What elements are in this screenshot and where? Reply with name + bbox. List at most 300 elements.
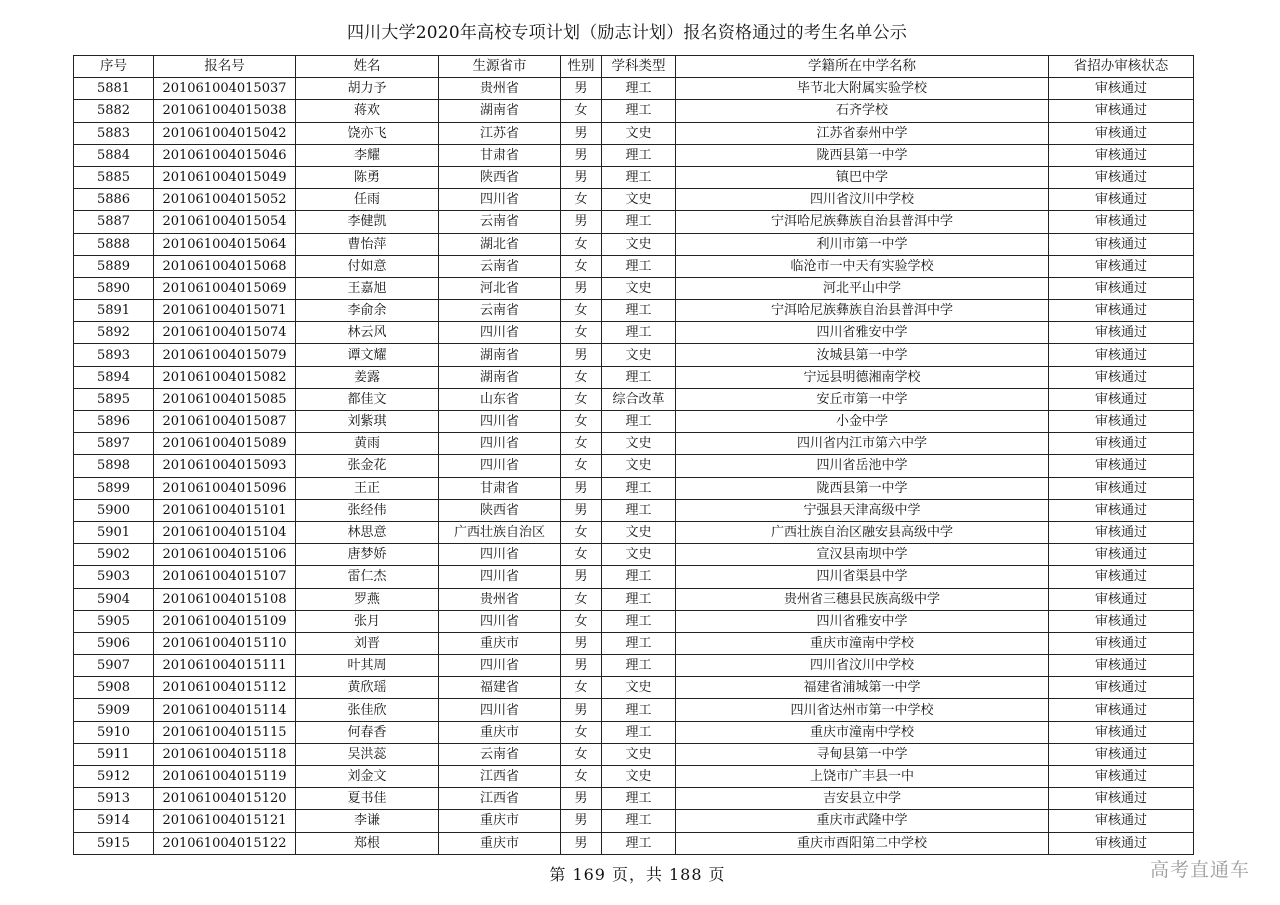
cell-school: 寻甸县第一中学	[676, 743, 1049, 765]
cell-subject-type: 理工	[602, 810, 676, 832]
cell-subject-type: 文史	[602, 233, 676, 255]
cell-province: 重庆市	[439, 721, 561, 743]
table-row	[74, 166, 1194, 188]
cell-registration-no: 201061004015052	[154, 189, 296, 211]
cell-school: 重庆市潼南中学校	[676, 721, 1049, 743]
cell-review-status: 审核通过	[1049, 766, 1194, 788]
cell-subject-type: 理工	[602, 300, 676, 322]
cell-name: 李谦	[296, 810, 439, 832]
column-header-province: 生源省市	[439, 56, 561, 78]
cell-seq: 5913	[74, 788, 154, 810]
cell-name: 王正	[296, 477, 439, 499]
cell-subject-type: 理工	[602, 610, 676, 632]
cell-registration-no: 201061004015106	[154, 544, 296, 566]
cell-subject-type: 文史	[602, 677, 676, 699]
cell-school: 毕节北大附属实验学校	[676, 78, 1049, 100]
cell-review-status: 审核通过	[1049, 655, 1194, 677]
cell-review-status: 审核通过	[1049, 344, 1194, 366]
table-row	[74, 277, 1194, 299]
table-row	[74, 78, 1194, 100]
table-row	[74, 521, 1194, 543]
cell-seq: 5914	[74, 810, 154, 832]
cell-seq: 5894	[74, 366, 154, 388]
table-row	[74, 766, 1194, 788]
cell-school: 吉安县立中学	[676, 788, 1049, 810]
cell-registration-no: 201061004015107	[154, 566, 296, 588]
cell-review-status: 审核通过	[1049, 322, 1194, 344]
cell-registration-no: 201061004015118	[154, 743, 296, 765]
cell-review-status: 审核通过	[1049, 610, 1194, 632]
cell-name: 胡力予	[296, 78, 439, 100]
cell-province: 湖南省	[439, 100, 561, 122]
cell-seq: 5903	[74, 566, 154, 588]
cell-seq: 5889	[74, 255, 154, 277]
cell-name: 李健凯	[296, 211, 439, 233]
table-row	[74, 433, 1194, 455]
cell-gender: 男	[561, 788, 602, 810]
cell-name: 罗燕	[296, 588, 439, 610]
column-header-review-status: 省招办审核状态	[1049, 56, 1194, 78]
cell-seq: 5909	[74, 699, 154, 721]
document-title: 四川大学2020年高校专项计划（励志计划）报名资格通过的考生名单公示	[346, 23, 908, 43]
cell-province: 江西省	[439, 788, 561, 810]
cell-province: 贵州省	[439, 78, 561, 100]
cell-school: 广西壮族自治区融安县高级中学	[676, 521, 1049, 543]
cell-review-status: 审核通过	[1049, 100, 1194, 122]
cell-subject-type: 文史	[602, 189, 676, 211]
cell-province: 贵州省	[439, 588, 561, 610]
cell-registration-no: 201061004015112	[154, 677, 296, 699]
cell-province: 甘肃省	[439, 477, 561, 499]
cell-school: 江苏省泰州中学	[676, 122, 1049, 144]
cell-subject-type: 理工	[602, 588, 676, 610]
cell-province: 四川省	[439, 566, 561, 588]
cell-name: 唐梦娇	[296, 544, 439, 566]
table-row	[74, 566, 1194, 588]
cell-gender: 女	[561, 189, 602, 211]
cell-province: 四川省	[439, 610, 561, 632]
cell-school: 重庆市武隆中学	[676, 810, 1049, 832]
cell-review-status: 审核通过	[1049, 388, 1194, 410]
cell-subject-type: 理工	[602, 144, 676, 166]
table-header-row	[74, 56, 1194, 78]
cell-name: 李耀	[296, 144, 439, 166]
watermark-text: 高考直通车	[1149, 859, 1250, 881]
cell-province: 湖南省	[439, 344, 561, 366]
cell-school: 上饶市广丰县一中	[676, 766, 1049, 788]
cell-province: 福建省	[439, 677, 561, 699]
cell-registration-no: 201061004015120	[154, 788, 296, 810]
cell-gender: 女	[561, 677, 602, 699]
cell-gender: 女	[561, 255, 602, 277]
cell-name: 付如意	[296, 255, 439, 277]
table-row	[74, 144, 1194, 166]
cell-seq: 5888	[74, 233, 154, 255]
cell-gender: 女	[561, 721, 602, 743]
cell-subject-type: 理工	[602, 788, 676, 810]
candidate-table	[73, 55, 1194, 855]
cell-seq: 5882	[74, 100, 154, 122]
cell-registration-no: 201061004015104	[154, 521, 296, 543]
column-header-gender: 性别	[561, 56, 602, 78]
cell-subject-type: 文史	[602, 455, 676, 477]
cell-review-status: 审核通过	[1049, 122, 1194, 144]
cell-gender: 男	[561, 832, 602, 854]
cell-review-status: 审核通过	[1049, 144, 1194, 166]
cell-registration-no: 201061004015101	[154, 499, 296, 521]
cell-school: 四川省渠县中学	[676, 566, 1049, 588]
cell-province: 四川省	[439, 655, 561, 677]
cell-province: 重庆市	[439, 810, 561, 832]
cell-province: 四川省	[439, 189, 561, 211]
cell-registration-no: 201061004015037	[154, 78, 296, 100]
cell-subject-type: 文史	[602, 122, 676, 144]
cell-subject-type: 文史	[602, 766, 676, 788]
cell-name: 张金花	[296, 455, 439, 477]
cell-province: 甘肃省	[439, 144, 561, 166]
table-row	[74, 233, 1194, 255]
cell-subject-type: 理工	[602, 366, 676, 388]
cell-school: 利川市第一中学	[676, 233, 1049, 255]
cell-name: 谭文耀	[296, 344, 439, 366]
cell-seq: 5911	[74, 743, 154, 765]
cell-school: 宁强县天津高级中学	[676, 499, 1049, 521]
cell-gender: 女	[561, 100, 602, 122]
cell-review-status: 审核通过	[1049, 810, 1194, 832]
cell-name: 王嘉旭	[296, 277, 439, 299]
cell-registration-no: 201061004015064	[154, 233, 296, 255]
cell-registration-no: 201061004015054	[154, 211, 296, 233]
cell-subject-type: 理工	[602, 255, 676, 277]
cell-name: 张经伟	[296, 499, 439, 521]
table-row	[74, 300, 1194, 322]
cell-registration-no: 201061004015038	[154, 100, 296, 122]
footer-page-suffix: 页	[708, 865, 726, 884]
cell-registration-no: 201061004015089	[154, 433, 296, 455]
cell-gender: 男	[561, 211, 602, 233]
cell-subject-type: 文史	[602, 344, 676, 366]
cell-school: 重庆市酉阳第二中学校	[676, 832, 1049, 854]
table-row	[74, 832, 1194, 854]
cell-name: 刘金文	[296, 766, 439, 788]
table-row	[74, 344, 1194, 366]
cell-subject-type: 理工	[602, 721, 676, 743]
cell-registration-no: 201061004015093	[154, 455, 296, 477]
cell-review-status: 审核通过	[1049, 588, 1194, 610]
table-row	[74, 100, 1194, 122]
cell-name: 吴洪蕊	[296, 743, 439, 765]
cell-seq: 5898	[74, 455, 154, 477]
cell-school: 贵州省三穗县民族高级中学	[676, 588, 1049, 610]
cell-school: 石齐学校	[676, 100, 1049, 122]
cell-name: 都佳文	[296, 388, 439, 410]
cell-province: 云南省	[439, 300, 561, 322]
cell-seq: 5899	[74, 477, 154, 499]
cell-province: 四川省	[439, 411, 561, 433]
column-header-registration-no: 报名号	[154, 56, 296, 78]
cell-gender: 女	[561, 521, 602, 543]
page-footer	[0, 862, 1275, 885]
column-header-school: 学籍所在中学名称	[676, 56, 1049, 78]
cell-review-status: 审核通过	[1049, 411, 1194, 433]
cell-subject-type: 理工	[602, 566, 676, 588]
table-row	[74, 655, 1194, 677]
cell-province: 湖南省	[439, 366, 561, 388]
cell-registration-no: 201061004015119	[154, 766, 296, 788]
cell-seq: 5902	[74, 544, 154, 566]
cell-review-status: 审核通过	[1049, 78, 1194, 100]
cell-school: 宁洱哈尼族彝族自治县普洱中学	[676, 211, 1049, 233]
cell-name: 黄雨	[296, 433, 439, 455]
cell-school: 四川省达州市第一中学校	[676, 699, 1049, 721]
cell-review-status: 审核通过	[1049, 699, 1194, 721]
cell-registration-no: 201061004015082	[154, 366, 296, 388]
cell-gender: 女	[561, 433, 602, 455]
cell-review-status: 审核通过	[1049, 521, 1194, 543]
cell-registration-no: 201061004015111	[154, 655, 296, 677]
cell-seq: 5904	[74, 588, 154, 610]
table-row	[74, 455, 1194, 477]
cell-seq: 5905	[74, 610, 154, 632]
cell-review-status: 审核通过	[1049, 566, 1194, 588]
cell-name: 刘紫琪	[296, 411, 439, 433]
cell-subject-type: 文史	[602, 544, 676, 566]
table-row	[74, 721, 1194, 743]
cell-gender: 女	[561, 766, 602, 788]
cell-gender: 男	[561, 499, 602, 521]
footer-total-pages: 188	[669, 865, 703, 884]
cell-review-status: 审核通过	[1049, 632, 1194, 654]
cell-name: 姜露	[296, 366, 439, 388]
cell-subject-type: 文史	[602, 521, 676, 543]
table-row	[74, 588, 1194, 610]
cell-subject-type: 理工	[602, 100, 676, 122]
cell-review-status: 审核通过	[1049, 455, 1194, 477]
cell-review-status: 审核通过	[1049, 544, 1194, 566]
cell-province: 陕西省	[439, 166, 561, 188]
column-header-seq: 序号	[74, 56, 154, 78]
cell-gender: 男	[561, 344, 602, 366]
cell-registration-no: 201061004015110	[154, 632, 296, 654]
cell-school: 四川省岳池中学	[676, 455, 1049, 477]
cell-province: 山东省	[439, 388, 561, 410]
footer-page-mid: 页，共	[611, 865, 663, 884]
table-row	[74, 632, 1194, 654]
cell-seq: 5892	[74, 322, 154, 344]
cell-review-status: 审核通过	[1049, 166, 1194, 188]
cell-registration-no: 201061004015074	[154, 322, 296, 344]
cell-name: 郑根	[296, 832, 439, 854]
cell-registration-no: 201061004015109	[154, 610, 296, 632]
cell-province: 云南省	[439, 255, 561, 277]
cell-province: 四川省	[439, 433, 561, 455]
cell-school: 重庆市潼南中学校	[676, 632, 1049, 654]
cell-review-status: 审核通过	[1049, 189, 1194, 211]
cell-seq: 5886	[74, 189, 154, 211]
cell-subject-type: 理工	[602, 832, 676, 854]
cell-registration-no: 201061004015046	[154, 144, 296, 166]
cell-gender: 女	[561, 588, 602, 610]
cell-gender: 女	[561, 544, 602, 566]
table-row	[74, 743, 1194, 765]
cell-review-status: 审核通过	[1049, 788, 1194, 810]
cell-name: 何春香	[296, 721, 439, 743]
cell-seq: 5881	[74, 78, 154, 100]
cell-seq: 5883	[74, 122, 154, 144]
cell-gender: 男	[561, 632, 602, 654]
cell-gender: 女	[561, 233, 602, 255]
cell-seq: 5908	[74, 677, 154, 699]
table-row	[74, 366, 1194, 388]
cell-review-status: 审核通过	[1049, 277, 1194, 299]
table-row	[74, 411, 1194, 433]
cell-subject-type: 理工	[602, 211, 676, 233]
cell-seq: 5901	[74, 521, 154, 543]
cell-gender: 女	[561, 300, 602, 322]
cell-subject-type: 理工	[602, 499, 676, 521]
cell-registration-no: 201061004015071	[154, 300, 296, 322]
cell-seq: 5891	[74, 300, 154, 322]
cell-school: 四川省汶川中学校	[676, 655, 1049, 677]
cell-subject-type: 理工	[602, 411, 676, 433]
table-row	[74, 677, 1194, 699]
table-body	[74, 78, 1194, 855]
cell-name: 任雨	[296, 189, 439, 211]
cell-name: 李俞余	[296, 300, 439, 322]
cell-name: 张月	[296, 610, 439, 632]
cell-gender: 女	[561, 610, 602, 632]
cell-registration-no: 201061004015069	[154, 277, 296, 299]
table-row	[74, 211, 1194, 233]
column-header-subject-type: 学科类型	[602, 56, 676, 78]
cell-name: 夏书佳	[296, 788, 439, 810]
table-row	[74, 788, 1194, 810]
cell-seq: 5910	[74, 721, 154, 743]
cell-subject-type: 理工	[602, 322, 676, 344]
cell-gender: 男	[561, 166, 602, 188]
cell-gender: 女	[561, 366, 602, 388]
cell-province: 云南省	[439, 743, 561, 765]
cell-registration-no: 201061004015096	[154, 477, 296, 499]
cell-review-status: 审核通过	[1049, 743, 1194, 765]
cell-name: 张佳欣	[296, 699, 439, 721]
cell-school: 陇西县第一中学	[676, 477, 1049, 499]
table-row	[74, 122, 1194, 144]
cell-seq: 5907	[74, 655, 154, 677]
cell-gender: 男	[561, 78, 602, 100]
cell-registration-no: 201061004015115	[154, 721, 296, 743]
cell-gender: 男	[561, 699, 602, 721]
cell-school: 陇西县第一中学	[676, 144, 1049, 166]
cell-name: 曹怡萍	[296, 233, 439, 255]
cell-name: 黄欣瑶	[296, 677, 439, 699]
cell-school: 宣汉县南坝中学	[676, 544, 1049, 566]
cell-gender: 男	[561, 655, 602, 677]
cell-school: 四川省内江市第六中学	[676, 433, 1049, 455]
cell-registration-no: 201061004015122	[154, 832, 296, 854]
footer-page-prefix: 第	[549, 865, 567, 884]
cell-school: 安丘市第一中学	[676, 388, 1049, 410]
cell-review-status: 审核通过	[1049, 433, 1194, 455]
cell-seq: 5887	[74, 211, 154, 233]
cell-school: 宁远县明德湘南学校	[676, 366, 1049, 388]
cell-gender: 女	[561, 322, 602, 344]
cell-seq: 5897	[74, 433, 154, 455]
cell-subject-type: 理工	[602, 632, 676, 654]
table-row	[74, 544, 1194, 566]
footer-current-page: 169	[572, 865, 606, 884]
cell-province: 江西省	[439, 766, 561, 788]
cell-seq: 5915	[74, 832, 154, 854]
cell-subject-type: 理工	[602, 166, 676, 188]
cell-subject-type: 理工	[602, 477, 676, 499]
cell-seq: 5912	[74, 766, 154, 788]
cell-province: 四川省	[439, 322, 561, 344]
cell-registration-no: 201061004015068	[154, 255, 296, 277]
cell-review-status: 审核通过	[1049, 366, 1194, 388]
cell-province: 四川省	[439, 455, 561, 477]
cell-name: 刘晋	[296, 632, 439, 654]
cell-registration-no: 201061004015108	[154, 588, 296, 610]
cell-seq: 5900	[74, 499, 154, 521]
cell-school: 四川省雅安中学	[676, 322, 1049, 344]
cell-province: 湖北省	[439, 233, 561, 255]
cell-seq: 5884	[74, 144, 154, 166]
table-row	[74, 388, 1194, 410]
cell-school: 镇巴中学	[676, 166, 1049, 188]
cell-province: 重庆市	[439, 632, 561, 654]
cell-seq: 5895	[74, 388, 154, 410]
cell-school: 四川省汶川中学校	[676, 189, 1049, 211]
cell-gender: 女	[561, 411, 602, 433]
cell-subject-type: 文史	[602, 277, 676, 299]
cell-subject-type: 理工	[602, 78, 676, 100]
cell-province: 江苏省	[439, 122, 561, 144]
cell-province: 云南省	[439, 211, 561, 233]
cell-registration-no: 201061004015049	[154, 166, 296, 188]
cell-review-status: 审核通过	[1049, 677, 1194, 699]
cell-seq: 5906	[74, 632, 154, 654]
cell-school: 小金中学	[676, 411, 1049, 433]
table-row	[74, 255, 1194, 277]
cell-review-status: 审核通过	[1049, 832, 1194, 854]
cell-name: 叶其周	[296, 655, 439, 677]
cell-school: 宁洱哈尼族彝族自治县普洱中学	[676, 300, 1049, 322]
cell-review-status: 审核通过	[1049, 721, 1194, 743]
cell-school: 四川省雅安中学	[676, 610, 1049, 632]
cell-name: 蒋欢	[296, 100, 439, 122]
cell-subject-type: 理工	[602, 699, 676, 721]
cell-subject-type: 文史	[602, 743, 676, 765]
cell-name: 雷仁杰	[296, 566, 439, 588]
cell-school: 福建省浦城第一中学	[676, 677, 1049, 699]
cell-seq: 5896	[74, 411, 154, 433]
cell-review-status: 审核通过	[1049, 233, 1194, 255]
table-row	[74, 810, 1194, 832]
cell-gender: 男	[561, 566, 602, 588]
cell-registration-no: 201061004015085	[154, 388, 296, 410]
cell-seq: 5890	[74, 277, 154, 299]
cell-review-status: 审核通过	[1049, 499, 1194, 521]
table-row	[74, 322, 1194, 344]
table-row	[74, 699, 1194, 721]
cell-registration-no: 201061004015087	[154, 411, 296, 433]
cell-name: 林思意	[296, 521, 439, 543]
cell-province: 四川省	[439, 544, 561, 566]
cell-province: 广西壮族自治区	[439, 521, 561, 543]
cell-gender: 女	[561, 388, 602, 410]
cell-name: 饶亦飞	[296, 122, 439, 144]
